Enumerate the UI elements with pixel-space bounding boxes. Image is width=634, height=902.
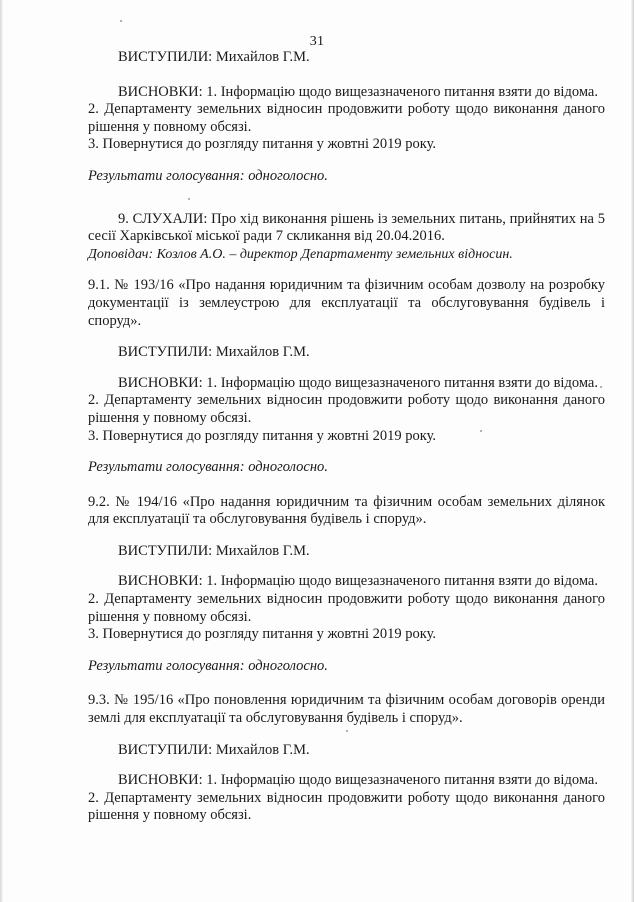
speakers-line: ВИСТУПИЛИ: Михайлов Г.М. bbox=[118, 344, 310, 361]
subitem-9-3: 9.3. № 195/16 «Про поновлення юридичним та фізичним особам договорів оренди землі для експлуатації та обслуговування будівель і споруд». bbox=[88, 692, 605, 727]
voting-result: Результати голосування: одноголосно. bbox=[88, 459, 328, 476]
conclusion-item-2: 2. Департаменту земельних відносин продовжити роботу щодо виконання даного рішення у повному обсязі. bbox=[88, 591, 605, 625]
conclusion-item-1: ВИСНОВКИ: 1. Інформацію щодо вищезазначеного питання взяти до відома. bbox=[118, 772, 598, 789]
subitem-9-2: 9.2. № 194/16 «Про надання юридичним та фізичним особам земельних ділянок для експлуатації та обслуговування будівель і споруд». bbox=[88, 493, 605, 528]
conclusion-item-3: 3. Повернутися до розгляду питання у жовтні 2019 року. bbox=[88, 427, 437, 444]
page-number: 31 bbox=[309, 34, 325, 49]
voting-result: Результати голосування: одноголосно. bbox=[88, 657, 328, 674]
conclusion-item-2: 2. Департаменту земельних відносин продовжити роботу щодо виконання даного рішення у повному обсязі. bbox=[88, 789, 605, 824]
conclusion-item-1: ВИСНОВКИ: 1. Інформацію щодо вищезазначеного питання взяти до відома. bbox=[118, 374, 598, 391]
voting-result: Результати голосування: одноголосно. bbox=[88, 167, 328, 184]
document-body bbox=[88, 49, 605, 825]
conclusion-item-2: 2. Департаменту земельних відносин продовжити роботу щодо виконання даного рішення у повному обсязі. bbox=[88, 392, 605, 426]
conclusion-item-1: ВИСНОВКИ: 1. Інформацію щодо вищезазначеного питання взяти до відома. bbox=[118, 83, 598, 100]
speakers-line: ВИСТУПИЛИ: Михайлов Г.М. bbox=[118, 542, 310, 559]
conclusion-item-3: 3. Повернутися до розгляду питання у жовтні 2019 року. bbox=[88, 626, 437, 643]
speakers-line: ВИСТУПИЛИ: Михайлов Г.М. bbox=[118, 49, 310, 65]
conclusion-item-3: 3. Повернутися до розгляду питання у жовтні 2019 року. bbox=[88, 136, 437, 153]
conclusion-item-1: ВИСНОВКИ: 1. Інформацію щодо вищезазначеного питання взяти до відома. bbox=[118, 573, 598, 590]
speakers-line: ВИСТУПИЛИ: Михайлов Г.М. bbox=[118, 741, 310, 758]
scan-speck bbox=[120, 20, 122, 22]
conclusion-item-2: 2. Департаменту земельних відносин продовжити роботу щодо виконання даного рішення у повному обсязі. bbox=[88, 101, 605, 135]
subitem-9-1: 9.1. № 193/16 «Про надання юридичним та фізичним особам дозволу на розробку документації із землеустрою для експлуатації та обслуговування будівель і споруд». bbox=[88, 277, 605, 329]
agenda-item-9: 9. СЛУХАЛИ: Про хід виконання рішень із земельних питань, прийнятих на 5 сесії Харківської міської ради 7 скликання від 20.04.2016. bbox=[88, 210, 605, 245]
rapporteur-line: Доповідач: Козлов А.О. – директор Департаменту земельних відносин. bbox=[88, 246, 513, 262]
scan-edge-left bbox=[0, 0, 3, 902]
